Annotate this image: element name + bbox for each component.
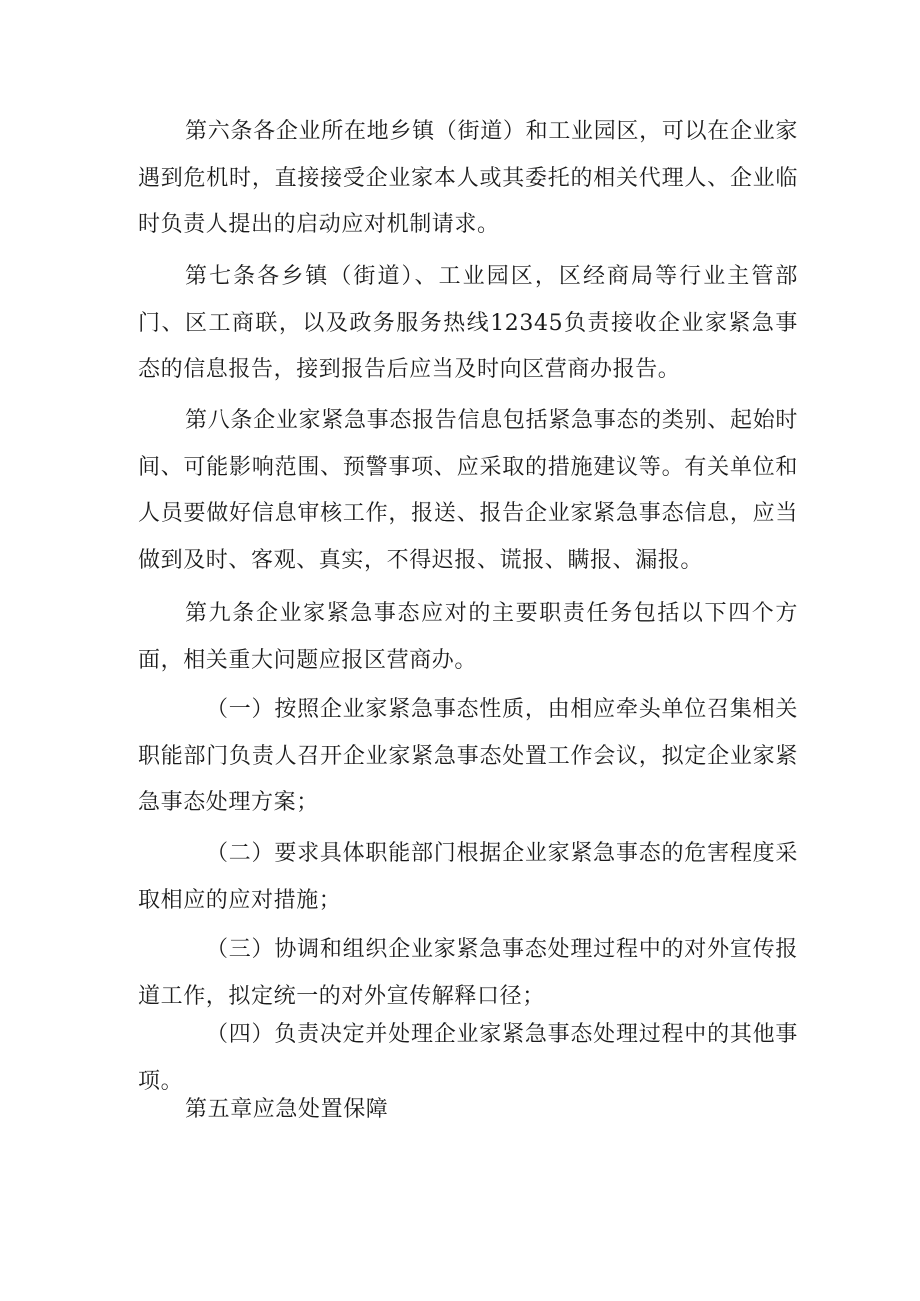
list-item-2: （二）要求具体职能部门根据企业家紧急事态的危害程度采取相应的应对措施； (138, 841, 798, 913)
article-9-paragraph: 第九条企业家紧急事态应对的主要职责任务包括以下四个方面，相关重大问题应报区营商办。 (138, 601, 798, 673)
list-item-3: （三）协调和组织企业家紧急事态处理过程中的对外宣传报道工作，拟定统一的对外宣传解释口径； (138, 937, 798, 1009)
chapter-5-heading: 第五章应急处置保障 (185, 1097, 389, 1122)
article-8-paragraph: 第八条企业家紧急事态报告信息包括紧急事态的类别、起始时间、可能影响范围、预警事项、应采取的措施建议等。有关单位和人员要做好信息审核工作，报送、报告企业家紧急事态信息，应当做到及时、客观、真实，不得迟报、谎报、瞒报、漏报。 (138, 408, 798, 573)
article-6-paragraph: 第六条各企业所在地乡镇（街道）和工业园区，可以在企业家遇到危机时，直接接受企业家本人或其委托的相关代理人、企业临时负责人提出的启动应对机制请求。 (138, 119, 798, 237)
article-7-paragraph: 第七条各乡镇（街道）、工业园区，区经商局等行业主管部门、区工商联，以及政务服务热线12345负责接收企业家紧急事态的信息报告，接到报告后应当及时向区营商办报告。 (138, 264, 798, 382)
list-item-1: （一）按照企业家紧急事态性质，由相应牵头单位召集相关职能部门负责人召开企业家紧急事态处置工作会议，拟定企业家紧急事态处理方案； (138, 697, 798, 815)
list-item-4: （四）负责决定并处理企业家紧急事态处理过程中的其他事项。 (138, 1022, 798, 1094)
